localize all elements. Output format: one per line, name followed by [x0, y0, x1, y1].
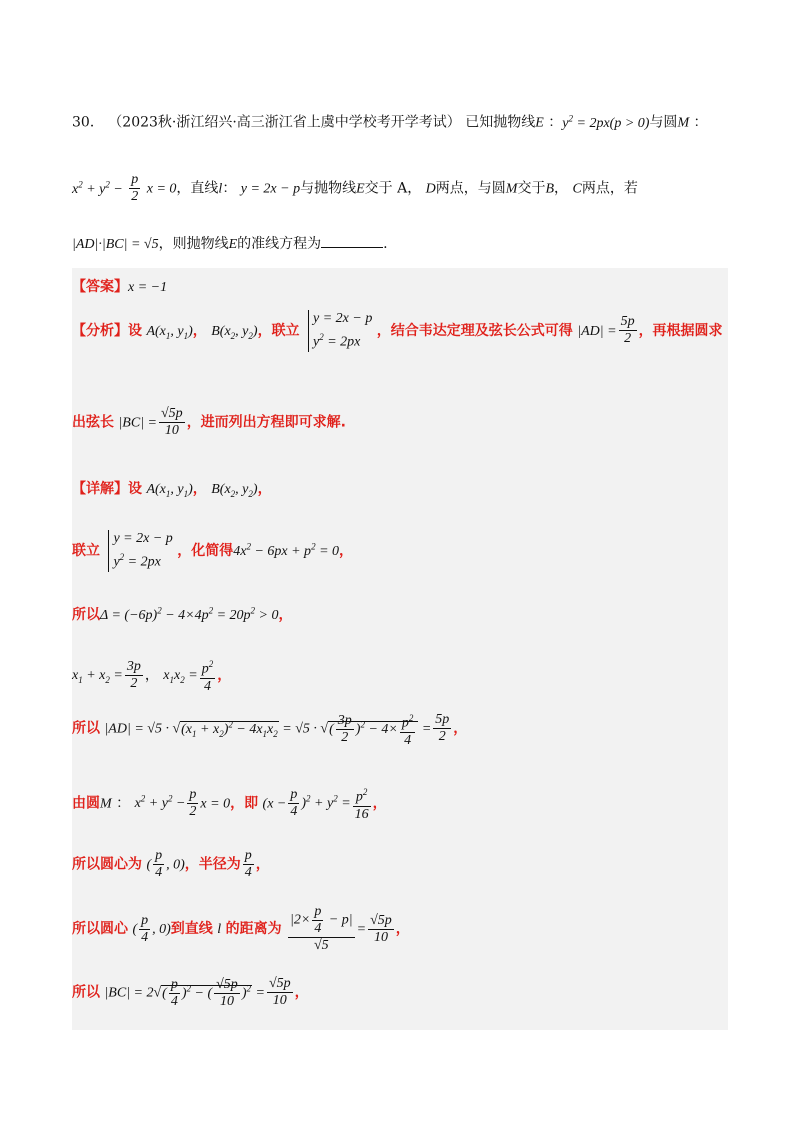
detail-line-7: 所以圆心为 ( $\frac{p}{4}$ , 0)，半径为 $\frac{p}{4}$ ，	[72, 848, 270, 880]
question-source: （2023秋·浙江绍兴·高三浙江省上虞中学校考开学考试）	[108, 114, 461, 131]
question-line-1: 30． （2023秋·浙江绍兴·高三浙江省上虞中学校考开学考试） 已知抛物线E ：$y^2 = 2px(p > 0)$与圆M ：	[72, 113, 708, 131]
detail-line-3: 所以$\Delta = (-6p)^2 - 4\times 4p^2 = 20p^2 > 0$，	[72, 605, 293, 623]
answer-value: x = −1	[128, 280, 168, 295]
detail-line-8: 所以圆心 ( $\frac{p}{4}$ , 0)到直线 l 的距离为 |2× $\frac{p}{4}$ − p| √5 = $\frac{√5p}{10}$ ，	[72, 904, 410, 953]
detail-line-1: 【详解】设 $A(x_1$, $y_1$)， $B(x_2$, $y_2$)，	[72, 481, 272, 499]
question-number: 30．	[72, 114, 104, 131]
question-line-2: $x^2 + y^2$ − $\frac{p}{2}$ x = 0，直线l： y = 2x − p与抛物线E交于 A， D两点，与圆M交于B， C两点，若	[72, 172, 638, 204]
analysis-line-2: 出弦长 |BC| = $\frac{√5p}{10}$ ，进而列出方程即可求解.	[72, 406, 347, 438]
answer-blank	[321, 247, 383, 248]
detail-line-9: 所以 |BC| = 2√( $\frac{p}{4}$ )$^2$ − ( $\frac{√5p}{10}$ )$^2$ = $\frac{√5p}{10}$ ，	[72, 976, 309, 1009]
analysis-line-1: 【分析】设 $A(x_1$, $y_1$)， $B(x_2$, $y_2$)，联立 y = 2x − p $y^2 = 2px$ ，结合韦达定理及弦长公式可得 |AD| = $\frac{5p}{2}$ ，再根据圆求	[72, 311, 723, 350]
answer-line	[72, 276, 167, 296]
answer-label: 【答案】	[72, 279, 128, 295]
system-brace: y = 2x − p $y^2 = 2px$	[308, 310, 372, 352]
detail-line-5: 所以 $|AD| = √5 \cdot √(x_1 + x_2)^2 - 4x_1x_2 = √5$ · √( $\frac{3p}{2}$ )$^2$ − 4× $\frac{p^2}{4}$ = $\frac{5p}{2}$ ，	[72, 710, 467, 749]
detail-line-2: 联立 y = 2x − p $y^2 = 2px$ ，化简得$4x^2 - 6px + p^2 = 0$，	[72, 531, 354, 570]
question-line-3: |AD|·|BC| = √5，则抛物线E的准线方程为 .	[72, 236, 388, 252]
detail-line-4: $x_1 + x_2$ = $\frac{3p}{2}$ ， $x_1x_2$ = $\frac{p^2}{4}$ ，	[72, 656, 231, 695]
detail-line-6: 由圆M ： $x^2 + y^2$ − $\frac{p}{2}$ x = 0，即 (x − $\frac{p}{4}$ )$^2 + y^2$ = $\frac{p^2}{16}$ ，	[72, 784, 387, 823]
